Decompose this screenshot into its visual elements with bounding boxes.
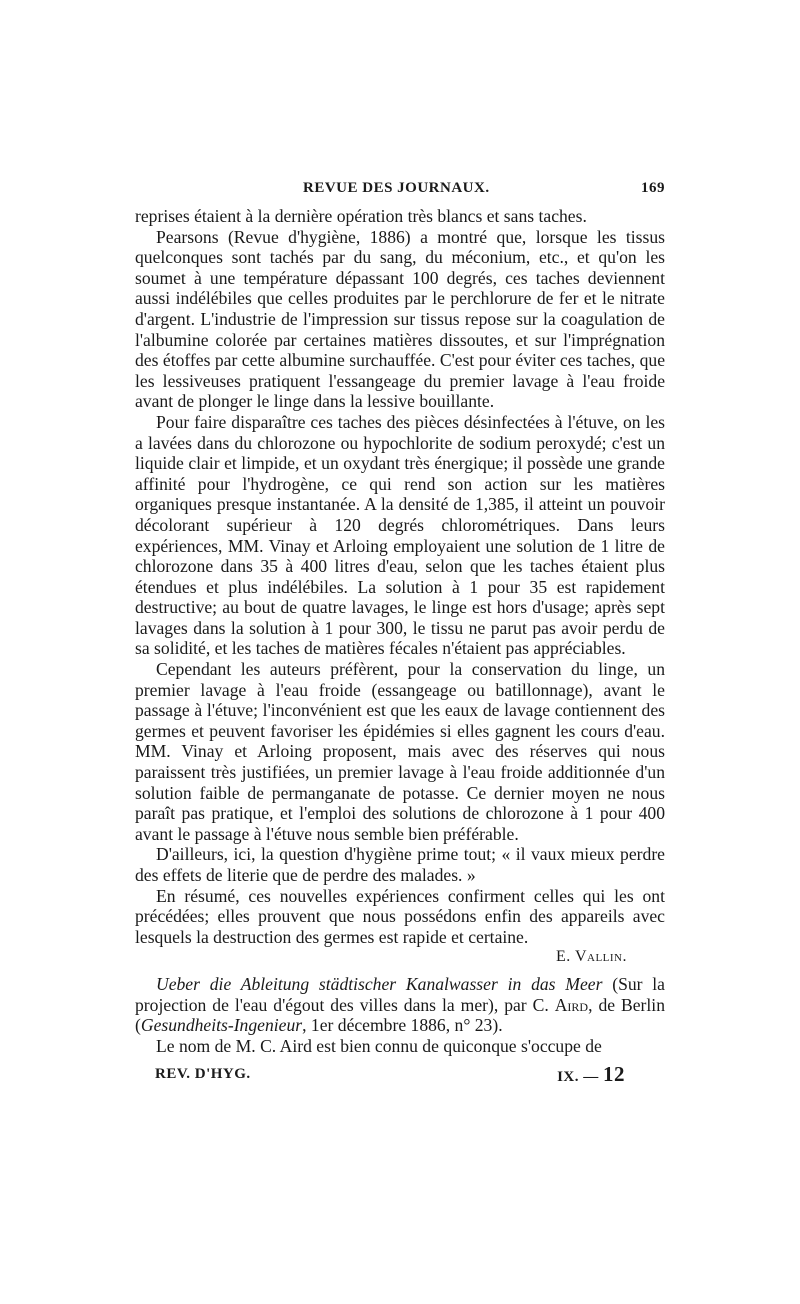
review-heading-paragraph	[135, 974, 665, 1036]
paragraph: Pearsons (Revue d'hygiène, 1886) a montré que, lorsque les tissus quelconques sont tachés par du sang, du méconium, etc., et qu'on les soumet à une température dépassant 100 degrés, ces taches deviennent aussi indélébiles que celles produites par le perchlorure de fer et le nitrate d'argent. L'industrie de l'impression sur tissus repose sur la coagulation de l'albumine colorée par certaines matières dissoutes, et sur l'imprégnation des étoffes par cette albumine surchauffée. C'est pour éviter ces taches, que les lessiveuses pratiquent l'essangeage du premier lavage à l'eau froide avant de plonger le linge dans la lessive bouillante.	[135, 226, 665, 412]
signature-mark	[557, 1062, 625, 1087]
article-title: Ueber die Ableitung städtischer Kanalwasser in das Meer	[156, 973, 603, 994]
journal-abbreviation: REV. D'HYG.	[155, 1066, 251, 1083]
article-origin: , de Berlin (	[135, 994, 665, 1036]
paragraph: Le nom de M. C. Aird est bien connu de quiconque s'occupe de	[156, 1035, 602, 1056]
paragraph: Pour faire disparaître ces taches des pièces désinfectées à l'étuve, on les a lavées dans du chlorozone ou hypochlorite de sodium peroxydé; c'est un liquide clair et limpide, et un oxydant très énergique; il possède une grande affinité pour l'hydrogène, ce qui rend son action sur les matières organiques presque instantanée. A la densité de 1,385, il atteint un pouvoir décolorant supérieur à 120 degrés chlorométriques. Dans leurs expériences, MM. Vinay et Arloing employaient une solution de 1 litre de chlorozone dans 35 à 400 litres d'eau, selon que les taches étaient plus étendues et plus indélébiles. La solution à 1 pour 35 est rapidement destructive; au bout de quatre lavages, le linge est hors d'usage; après sept lavages dans la solution à 1 pour 300, le tissu ne parut pas avoir perdu de sa solidité, et les taches de matières fécales n'étaient pas appréciables.	[135, 411, 665, 659]
page-footer	[135, 1060, 665, 1090]
document-page	[135, 180, 665, 1090]
article-author: Aird	[554, 994, 589, 1015]
author-signature: E. Vallin.	[555, 948, 627, 966]
article-journal: Gesundheits-Ingenieur	[140, 1015, 303, 1036]
article-body	[135, 206, 665, 1056]
paragraph: En résumé, ces nouvelles expériences confirment celles qui les ont précédées; elles prouvent que nous possédons enfin des appareils avec lesquels la destruction des germes est rapide et certaine.	[135, 885, 665, 947]
signature-mark-label: IX. —	[557, 1069, 599, 1086]
article-date: , 1er décembre 1886, n° 23).	[302, 1015, 503, 1036]
page-number: 169	[641, 180, 665, 196]
paragraph: D'ailleurs, ici, la question d'hygiène prime tout; « il vaux mieux perdre des effets de literie que de perdre des malades. »	[135, 844, 665, 885]
paragraph: reprises étaient à la dernière opération très blancs et sans taches.	[135, 206, 587, 226]
running-header	[135, 180, 665, 206]
signature-mark-number: 12	[603, 1062, 625, 1087]
article-subtitle: (Sur la projection de l'eau d'égout des villes dans la mer), par C.	[135, 973, 665, 1015]
paragraph: Cependant les auteurs préfèrent, pour la conservation du linge, un premier lavage à l'eau froide (essangeage ou batillonnage), avant le passage à l'étuve; l'inconvénient est que les eaux de lavage contiennent des germes et peuvent favoriser les épidémies si elles gagnent les cours d'eau. MM. Vinay et Arloing proposent, mais avec des réserves qui nous paraissent très justifiées, un premier lavage à l'eau froide additionnée d'un solution faible de permanganate de potasse. Ce dernier moyen ne nous paraît pas pratique, et l'emploi des solutions de chlorozone à 1 pour 400 avant le passage à l'étuve nous semble bien préférable.	[135, 659, 665, 844]
running-title: REVUE DES JOURNAUX.	[303, 180, 490, 196]
